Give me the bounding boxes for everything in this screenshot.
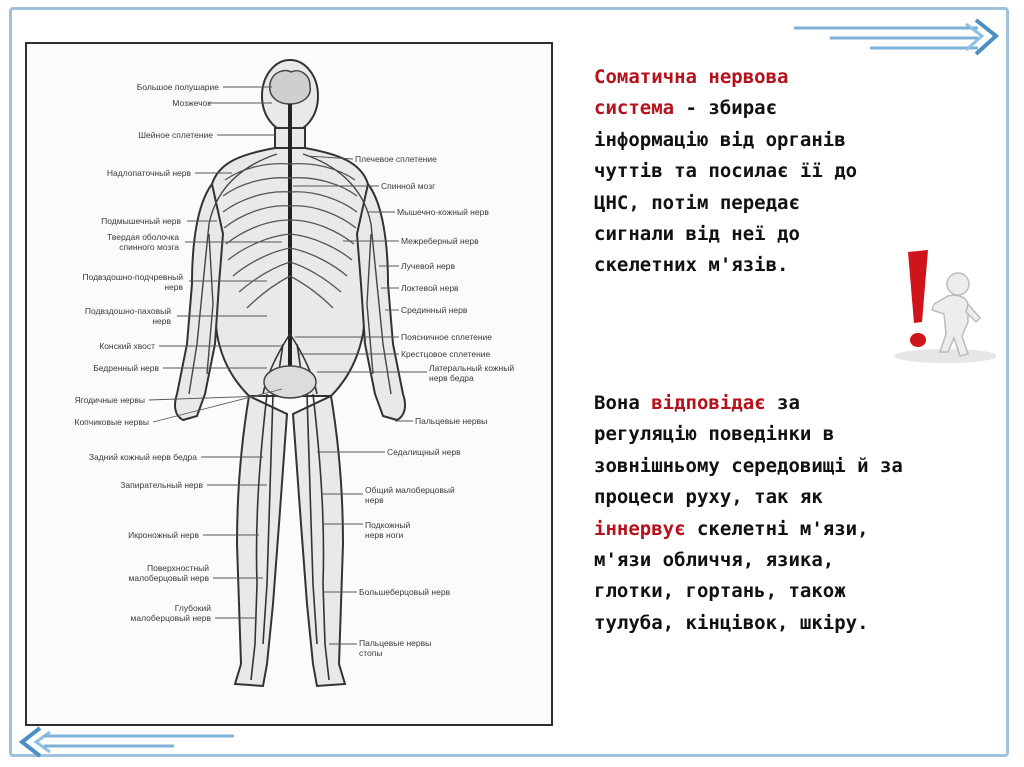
figure-label-left: Глубокий малоберцовый нерв — [130, 603, 211, 623]
figure-label-right: Локтевой нерв — [401, 283, 459, 293]
exclamation-figure-icon — [884, 240, 996, 366]
figure-label-right: Седалищный нерв — [387, 447, 461, 457]
text-line: скелетних м'язів. — [594, 254, 789, 277]
figure-label-left: Ягодичные нервы — [74, 395, 145, 405]
figure-label-right: Латеральный кожный нерв бедра — [429, 363, 515, 383]
term-somatic: Соматична нервова — [594, 66, 789, 88]
figure-label-right: Межреберный нерв — [401, 236, 479, 246]
text-line: тулуба, кінцівок, шкіру. — [594, 611, 869, 634]
term-responsible: відповідає — [651, 392, 766, 414]
text-fragment: - збирає — [674, 97, 778, 120]
figure-label-right: Пальцевые нервы — [415, 416, 488, 426]
figure-label-right: Подкожный нерв ноги — [365, 520, 411, 540]
text-line: інформацію від органів — [594, 128, 846, 151]
figure-label-right: Плечевое сплетение — [355, 154, 437, 164]
text-fragment: за — [765, 392, 800, 414]
figure-label-left: Поверхностный малоберцовый нерв — [128, 563, 209, 583]
text-line: м'язи обличчя, язика, — [594, 549, 835, 572]
text-line: процеси руху, так як — [594, 486, 823, 509]
figure-label-left: Твердая оболочка спинного мозга — [107, 232, 179, 252]
text-fragment: Вона — [594, 392, 652, 414]
figure-label-left: Надлопаточный нерв — [106, 168, 191, 178]
figure-label-right: Поясничное сплетение — [401, 332, 493, 342]
term-innervates: іннервує — [594, 517, 686, 540]
figure-label-left: Икроножный нерв — [128, 530, 199, 540]
text-line: сигнали від неї до — [594, 223, 800, 246]
double-arrow-decoration-top — [790, 14, 1005, 58]
figure-label-right: Пальцевые нервы стопы — [359, 638, 432, 658]
figure-label-right: Большеберцовый нерв — [359, 587, 451, 597]
text-line — [594, 388, 1008, 419]
figure-label-right: Общий малоберцовый нерв — [365, 485, 455, 505]
figure-label-left: Запирательный нерв — [120, 480, 203, 490]
term-system: система — [594, 97, 675, 120]
figure-label-right: Мышечно-кожный нерв — [397, 207, 489, 217]
text-line: регуляцію поведінки в — [594, 423, 835, 446]
text-line: зовнішньому середовищі й за — [594, 454, 903, 477]
figure-label-left: Конский хвост — [99, 341, 155, 351]
body-illustration — [27, 44, 551, 724]
text-line: глотки, гортань, також — [594, 580, 846, 603]
figure-label-left: Задний кожный нерв бедра — [88, 452, 197, 462]
figure-label-left: Шейное сплетение — [138, 130, 213, 140]
figure-label-right: Спинной мозг — [381, 181, 436, 191]
double-arrow-decoration-bottom — [14, 724, 244, 760]
figure-label-right: Срединный нерв — [401, 305, 468, 315]
text-line: ЦНС, потім передає — [594, 191, 800, 214]
figure-label-left: Подмышечный нерв — [101, 216, 181, 226]
text-line: чуттів та посилає її до — [594, 160, 858, 183]
text-line — [594, 514, 1008, 545]
figure-label-left: Бедренный нерв — [93, 363, 159, 373]
figure-label-left: Подвздошно-паховый нерв — [84, 306, 171, 326]
figure-label-left: Большое полушарие — [136, 82, 219, 92]
figure-label-left: Копчиковые нервы — [74, 417, 149, 427]
figure-label-right: Лучевой нерв — [401, 261, 456, 271]
nervous-system-figure — [25, 42, 553, 726]
figure-label-left: Мозжечок — [172, 98, 211, 108]
function-paragraph — [594, 388, 1008, 639]
figure-label-left: Подвздошно-подчревный нерв — [82, 272, 183, 292]
text-fragment: скелетні м'язи, — [685, 517, 869, 540]
figure-label-right: Крестцовое сплетение — [401, 349, 491, 359]
text-line — [594, 93, 1008, 124]
text-line — [594, 62, 1008, 93]
